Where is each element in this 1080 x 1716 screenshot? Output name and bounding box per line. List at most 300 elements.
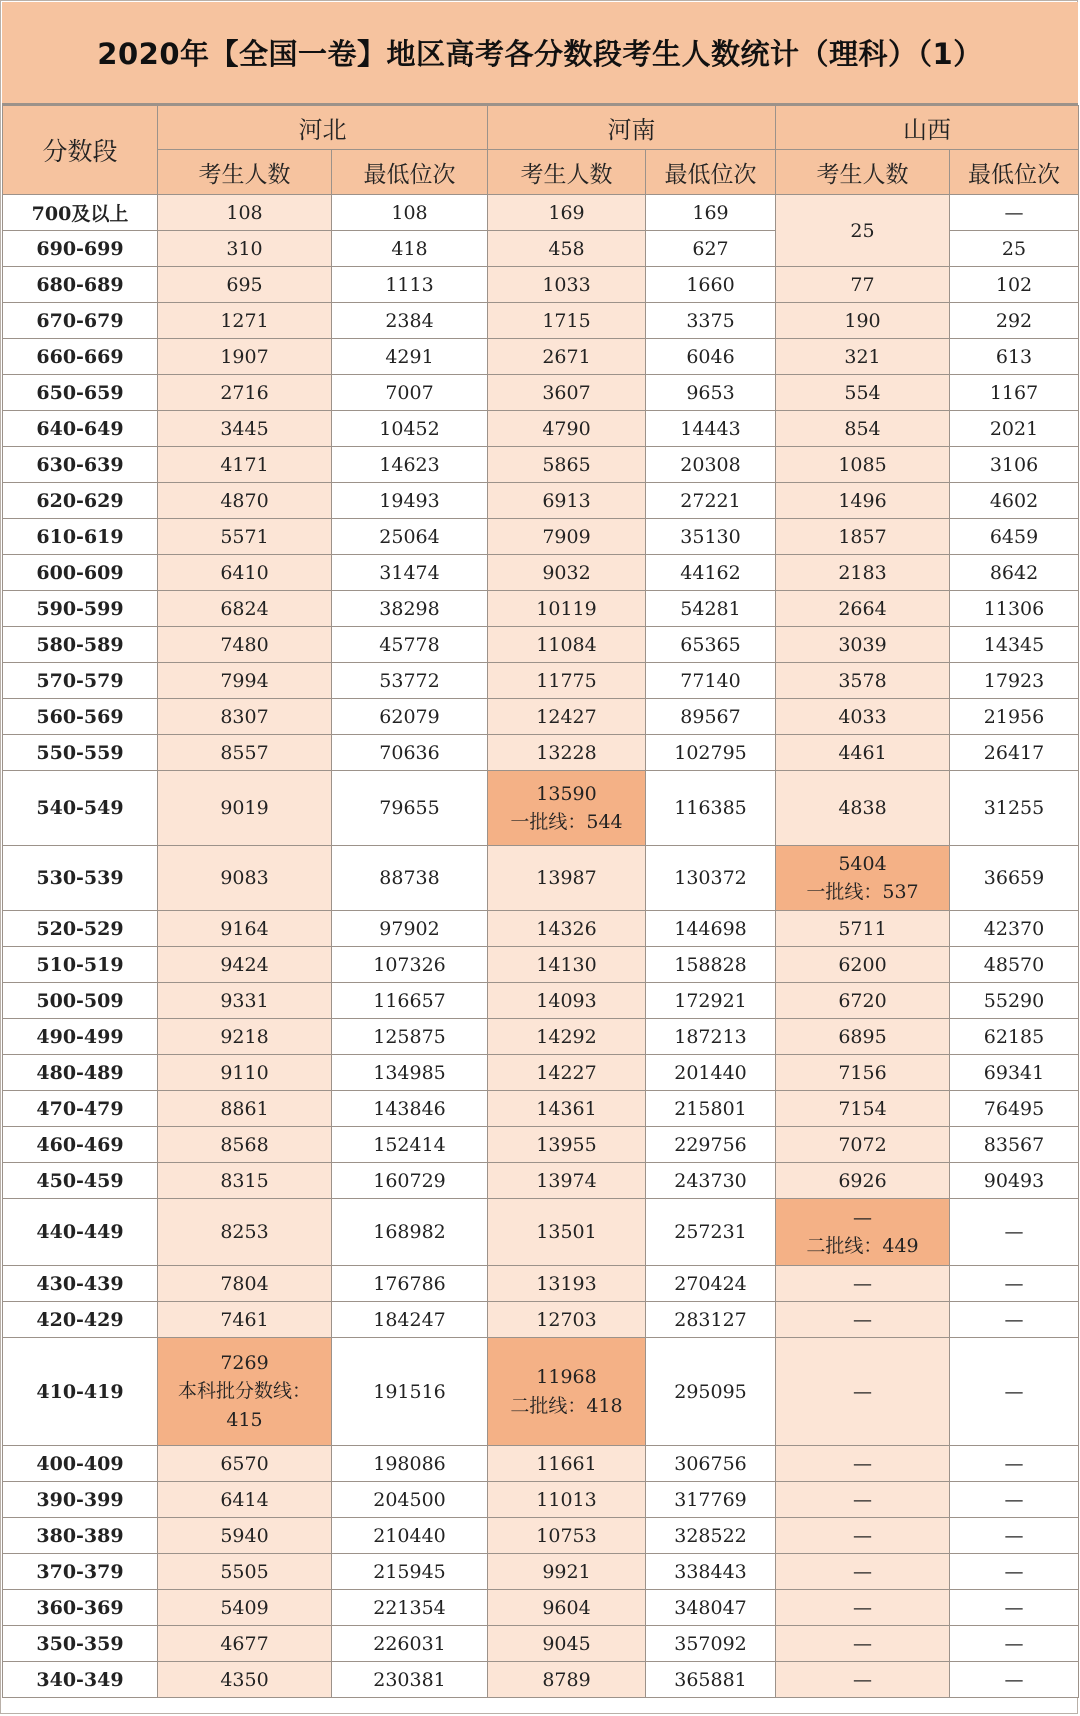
henan-rank-cell: 215801 <box>646 1091 776 1127</box>
shanxi-rank-cell: 90493 <box>950 1163 1079 1199</box>
table-row <box>3 339 1079 375</box>
hebei-rank-cell: 53772 <box>332 663 488 699</box>
henan-count-cell: 2671 <box>488 339 646 375</box>
henan-count-cell: 13193 <box>488 1266 646 1302</box>
table-row <box>3 911 1079 947</box>
score-range-cell: 390-399 <box>3 1482 158 1518</box>
hebei-count-cell: 7994 <box>158 663 332 699</box>
henan-count-cell: 9604 <box>488 1590 646 1626</box>
hebei-rank-cell: 184247 <box>332 1302 488 1338</box>
henan-count-cell: 14130 <box>488 947 646 983</box>
shanxi-rank-cell: 25 <box>950 231 1079 267</box>
table-row <box>3 1127 1079 1163</box>
score-range-cell: 470-479 <box>3 1091 158 1127</box>
shanxi-rank-cell: 11306 <box>950 591 1079 627</box>
hebei-count-cell: 4677 <box>158 1626 332 1662</box>
table-row <box>3 1266 1079 1302</box>
header-henan-count: 考生人数 <box>488 150 646 195</box>
shanxi-count-cell: 1857 <box>776 519 950 555</box>
score-range-cell: 640-649 <box>3 411 158 447</box>
henan-count-cell: 11013 <box>488 1482 646 1518</box>
score-range-cell: 620-629 <box>3 483 158 519</box>
score-range-cell: 670-679 <box>3 303 158 339</box>
table-row <box>3 1446 1079 1482</box>
shanxi-rank-cell: — <box>950 1199 1079 1266</box>
hebei-rank-cell: 70636 <box>332 735 488 771</box>
hebei-count-cell: 695 <box>158 267 332 303</box>
header-score-range: 分数段 <box>3 106 158 195</box>
henan-rank-cell: 1660 <box>646 267 776 303</box>
table-row <box>3 483 1079 519</box>
henan-count-cell: 13987 <box>488 846 646 911</box>
shanxi-rank-cell: 36659 <box>950 846 1079 911</box>
header-region-hebei: 河北 <box>158 106 488 150</box>
shanxi-rank-cell: 292 <box>950 303 1079 339</box>
table-row <box>3 1019 1079 1055</box>
header-region-henan: 河南 <box>488 106 776 150</box>
henan-count-cell <box>488 1338 646 1446</box>
shanxi-rank-cell: 42370 <box>950 911 1079 947</box>
hebei-count-cell: 6414 <box>158 1482 332 1518</box>
table-row <box>3 375 1079 411</box>
henan-rank-cell: 144698 <box>646 911 776 947</box>
hebei-rank-cell: 31474 <box>332 555 488 591</box>
score-range-cell: 520-529 <box>3 911 158 947</box>
hebei-rank-cell: 204500 <box>332 1482 488 1518</box>
score-range-cell: 400-409 <box>3 1446 158 1482</box>
shanxi-count-cell: 7156 <box>776 1055 950 1091</box>
henan-rank-cell: 172921 <box>646 983 776 1019</box>
shanxi-count-cell: 3039 <box>776 627 950 663</box>
henan-rank-cell: 65365 <box>646 627 776 663</box>
shanxi-rank-cell: — <box>950 1266 1079 1302</box>
hebei-count-cell: 8557 <box>158 735 332 771</box>
table-row <box>3 1199 1079 1266</box>
header-henan-rank: 最低位次 <box>646 150 776 195</box>
hebei-count-cell: 7480 <box>158 627 332 663</box>
henan-count-value: 13590 <box>536 782 597 805</box>
henan-rank-cell: 328522 <box>646 1518 776 1554</box>
shanxi-count-cell: 4033 <box>776 699 950 735</box>
hebei-count-cell: 9331 <box>158 983 332 1019</box>
shanxi-count-value: 5404 <box>838 852 887 875</box>
shanxi-count-cell: 4461 <box>776 735 950 771</box>
hebei-count-cell: 4171 <box>158 447 332 483</box>
shanxi-rank-cell: 62185 <box>950 1019 1079 1055</box>
shanxi-rank-cell: 55290 <box>950 983 1079 1019</box>
hebei-rank-cell: 134985 <box>332 1055 488 1091</box>
hebei-cutoff-label: 本科批分数线： <box>177 1380 311 1403</box>
shanxi-rank-cell: 613 <box>950 339 1079 375</box>
shanxi-rank-cell: 6459 <box>950 519 1079 555</box>
score-range-cell: 660-669 <box>3 339 158 375</box>
hebei-count-cell: 1907 <box>158 339 332 375</box>
table-row <box>3 846 1079 911</box>
shanxi-rank-cell: — <box>950 1518 1079 1554</box>
table-row <box>3 1626 1079 1662</box>
henan-rank-cell: 27221 <box>646 483 776 519</box>
henan-rank-cell: 357092 <box>646 1626 776 1662</box>
table-row <box>3 303 1079 339</box>
table-row <box>3 947 1079 983</box>
score-range-cell: 410-419 <box>3 1338 158 1446</box>
henan-count-value: 11968 <box>536 1366 597 1388</box>
table-row <box>3 555 1079 591</box>
shanxi-count-cell: 2664 <box>776 591 950 627</box>
shanxi-count-cell: 5711 <box>776 911 950 947</box>
score-range-cell: 630-639 <box>3 447 158 483</box>
henan-rank-cell: 187213 <box>646 1019 776 1055</box>
hebei-count-cell: 310 <box>158 231 332 267</box>
hebei-rank-cell: 88738 <box>332 846 488 911</box>
score-range-cell: 440-449 <box>3 1199 158 1266</box>
shanxi-count-cell <box>776 846 950 911</box>
shanxi-count-cell: — <box>776 1518 950 1554</box>
henan-count-cell: 1033 <box>488 267 646 303</box>
henan-rank-cell: 243730 <box>646 1163 776 1199</box>
score-distribution-table <box>2 105 1079 1698</box>
shanxi-count-cell: — <box>776 1626 950 1662</box>
henan-count-cell: 10753 <box>488 1518 646 1554</box>
header-region-shanxi: 山西 <box>776 106 1079 150</box>
henan-rank-cell: 3375 <box>646 303 776 339</box>
hebei-count-cell: 6570 <box>158 1446 332 1482</box>
henan-count-cell: 12427 <box>488 699 646 735</box>
hebei-rank-cell: 1113 <box>332 267 488 303</box>
shanxi-count-cell: 2183 <box>776 555 950 591</box>
shanxi-count-cell: 25 <box>776 195 950 267</box>
hebei-count-cell: 6824 <box>158 591 332 627</box>
hebei-rank-cell: 25064 <box>332 519 488 555</box>
shanxi-rank-cell: 31255 <box>950 771 1079 846</box>
henan-rank-cell: 229756 <box>646 1127 776 1163</box>
hebei-count-cell: 9424 <box>158 947 332 983</box>
table-row <box>3 1091 1079 1127</box>
henan-rank-cell: 6046 <box>646 339 776 375</box>
score-range-cell: 570-579 <box>3 663 158 699</box>
henan-rank-cell: 116385 <box>646 771 776 846</box>
shanxi-count-cell: 6720 <box>776 983 950 1019</box>
shanxi-rank-cell: — <box>950 1662 1079 1698</box>
shanxi-count-cell: — <box>776 1446 950 1482</box>
henan-rank-cell: 201440 <box>646 1055 776 1091</box>
hebei-rank-cell: 107326 <box>332 947 488 983</box>
hebei-count-cell: 5409 <box>158 1590 332 1626</box>
score-range-cell: 430-439 <box>3 1266 158 1302</box>
score-range-cell: 580-589 <box>3 627 158 663</box>
henan-count-cell <box>488 771 646 846</box>
score-range-cell: 610-619 <box>3 519 158 555</box>
table-row <box>3 771 1079 846</box>
score-range-cell: 540-549 <box>3 771 158 846</box>
table-row <box>3 1163 1079 1199</box>
henan-rank-cell: 169 <box>646 195 776 231</box>
hebei-count-cell: 108 <box>158 195 332 231</box>
hebei-count-cell: 6410 <box>158 555 332 591</box>
shanxi-rank-cell: 76495 <box>950 1091 1079 1127</box>
henan-count-cell: 9921 <box>488 1554 646 1590</box>
score-range-cell: 700及以上 <box>3 195 158 231</box>
table-row <box>3 663 1079 699</box>
hebei-cutoff-value: 415 <box>226 1408 263 1431</box>
shanxi-rank-cell: 26417 <box>950 735 1079 771</box>
hebei-rank-cell: 418 <box>332 231 488 267</box>
shanxi-count-value: — <box>853 1206 872 1229</box>
henan-count-cell: 11084 <box>488 627 646 663</box>
henan-count-cell: 4790 <box>488 411 646 447</box>
shanxi-count-cell: 6926 <box>776 1163 950 1199</box>
henan-rank-cell: 9653 <box>646 375 776 411</box>
henan-rank-cell: 130372 <box>646 846 776 911</box>
henan-count-cell: 458 <box>488 231 646 267</box>
hebei-count-cell: 4350 <box>158 1662 332 1698</box>
hebei-rank-cell: 152414 <box>332 1127 488 1163</box>
hebei-rank-cell: 125875 <box>332 1019 488 1055</box>
hebei-count-cell: 1271 <box>158 303 332 339</box>
shanxi-count-cell: — <box>776 1338 950 1446</box>
henan-rank-cell: 317769 <box>646 1482 776 1518</box>
shanxi-count-cell: 3578 <box>776 663 950 699</box>
hebei-count-cell <box>158 1338 332 1446</box>
henan-count-cell: 10119 <box>488 591 646 627</box>
score-range-cell: 360-369 <box>3 1590 158 1626</box>
score-range-cell: 550-559 <box>3 735 158 771</box>
shanxi-rank-cell: — <box>950 1554 1079 1590</box>
shanxi-cutoff-note: 一批线：537 <box>806 881 919 903</box>
hebei-count-cell: 9164 <box>158 911 332 947</box>
hebei-count-cell: 7461 <box>158 1302 332 1338</box>
score-range-cell: 350-359 <box>3 1626 158 1662</box>
score-range-cell: 650-659 <box>3 375 158 411</box>
table-row <box>3 267 1079 303</box>
hebei-rank-cell: 160729 <box>332 1163 488 1199</box>
hebei-count-cell: 9110 <box>158 1055 332 1091</box>
henan-count-cell: 1715 <box>488 303 646 339</box>
henan-rank-cell: 338443 <box>646 1554 776 1590</box>
hebei-rank-cell: 19493 <box>332 483 488 519</box>
score-range-cell: 420-429 <box>3 1302 158 1338</box>
henan-count-cell: 3607 <box>488 375 646 411</box>
henan-count-cell: 8789 <box>488 1662 646 1698</box>
henan-count-cell: 14227 <box>488 1055 646 1091</box>
shanxi-count-cell: 1496 <box>776 483 950 519</box>
henan-rank-cell: 257231 <box>646 1199 776 1266</box>
shanxi-count-cell: 854 <box>776 411 950 447</box>
henan-rank-cell: 54281 <box>646 591 776 627</box>
score-range-cell: 600-609 <box>3 555 158 591</box>
score-range-cell: 590-599 <box>3 591 158 627</box>
hebei-rank-cell: 230381 <box>332 1662 488 1698</box>
table-row <box>3 519 1079 555</box>
header-shanxi-count: 考生人数 <box>776 150 950 195</box>
score-range-cell: 680-689 <box>3 267 158 303</box>
hebei-rank-cell: 221354 <box>332 1590 488 1626</box>
henan-count-cell: 13501 <box>488 1199 646 1266</box>
score-range-cell: 530-539 <box>3 846 158 911</box>
henan-rank-cell: 89567 <box>646 699 776 735</box>
henan-rank-cell: 365881 <box>646 1662 776 1698</box>
shanxi-rank-cell: — <box>950 1590 1079 1626</box>
hebei-rank-cell: 198086 <box>332 1446 488 1482</box>
hebei-rank-cell: 176786 <box>332 1266 488 1302</box>
hebei-count-cell: 8861 <box>158 1091 332 1127</box>
henan-rank-cell: 102795 <box>646 735 776 771</box>
shanxi-count-cell: 190 <box>776 303 950 339</box>
shanxi-rank-cell: 69341 <box>950 1055 1079 1091</box>
shanxi-rank-cell: — <box>950 1626 1079 1662</box>
hebei-rank-cell: 38298 <box>332 591 488 627</box>
henan-count-cell: 14093 <box>488 983 646 1019</box>
hebei-rank-cell: 62079 <box>332 699 488 735</box>
henan-rank-cell: 14443 <box>646 411 776 447</box>
table-row <box>3 411 1079 447</box>
table-row <box>3 1338 1079 1446</box>
shanxi-rank-cell: 8642 <box>950 555 1079 591</box>
table-row <box>3 591 1079 627</box>
table-title: 2020年【全国一卷】地区高考各分数段考生人数统计（理科）（1） <box>2 2 1078 105</box>
henan-rank-cell: 306756 <box>646 1446 776 1482</box>
shanxi-rank-cell: 21956 <box>950 699 1079 735</box>
hebei-count-cell: 9218 <box>158 1019 332 1055</box>
score-range-cell: 340-349 <box>3 1662 158 1698</box>
shanxi-count-cell <box>776 1199 950 1266</box>
table-row <box>3 627 1079 663</box>
table-row <box>3 735 1079 771</box>
score-range-cell: 510-519 <box>3 947 158 983</box>
shanxi-count-cell: 554 <box>776 375 950 411</box>
hebei-count-cell: 5505 <box>158 1554 332 1590</box>
hebei-rank-cell: 143846 <box>332 1091 488 1127</box>
henan-count-cell: 6913 <box>488 483 646 519</box>
score-range-cell: 480-489 <box>3 1055 158 1091</box>
hebei-count-cell: 2716 <box>158 375 332 411</box>
shanxi-rank-cell: 4602 <box>950 483 1079 519</box>
header-shanxi-rank: 最低位次 <box>950 150 1079 195</box>
shanxi-rank-cell: 83567 <box>950 1127 1079 1163</box>
hebei-count-cell: 8568 <box>158 1127 332 1163</box>
hebei-rank-cell: 226031 <box>332 1626 488 1662</box>
henan-count-cell: 11661 <box>488 1446 646 1482</box>
hebei-count-cell: 5571 <box>158 519 332 555</box>
shanxi-count-cell: — <box>776 1590 950 1626</box>
hebei-count-cell: 3445 <box>158 411 332 447</box>
shanxi-rank-cell: 48570 <box>950 947 1079 983</box>
shanxi-count-cell: — <box>776 1482 950 1518</box>
henan-rank-cell: 44162 <box>646 555 776 591</box>
henan-rank-cell: 77140 <box>646 663 776 699</box>
hebei-count-cell: 9019 <box>158 771 332 846</box>
henan-count-cell: 13974 <box>488 1163 646 1199</box>
table-row <box>3 1518 1079 1554</box>
henan-count-cell: 9045 <box>488 1626 646 1662</box>
table-row <box>3 1662 1079 1698</box>
table-row <box>3 195 1079 231</box>
shanxi-count-cell: — <box>776 1554 950 1590</box>
shanxi-count-cell: — <box>776 1266 950 1302</box>
shanxi-rank-cell: 2021 <box>950 411 1079 447</box>
shanxi-count-cell: — <box>776 1302 950 1338</box>
henan-count-cell: 12703 <box>488 1302 646 1338</box>
score-range-cell: 500-509 <box>3 983 158 1019</box>
hebei-rank-cell: 10452 <box>332 411 488 447</box>
score-range-cell: 690-699 <box>3 231 158 267</box>
shanxi-rank-cell: 1167 <box>950 375 1079 411</box>
score-range-cell: 380-389 <box>3 1518 158 1554</box>
henan-rank-cell: 295095 <box>646 1338 776 1446</box>
hebei-rank-cell: 45778 <box>332 627 488 663</box>
score-range-cell: 560-569 <box>3 699 158 735</box>
header-hebei-rank: 最低位次 <box>332 150 488 195</box>
hebei-rank-cell: 14623 <box>332 447 488 483</box>
hebei-count-cell: 8307 <box>158 699 332 735</box>
shanxi-count-cell: 7072 <box>776 1127 950 1163</box>
table-row <box>3 699 1079 735</box>
shanxi-count-cell: 6895 <box>776 1019 950 1055</box>
table-row <box>3 447 1079 483</box>
table-row <box>3 1590 1079 1626</box>
henan-count-cell: 14361 <box>488 1091 646 1127</box>
shanxi-rank-cell: — <box>950 195 1079 231</box>
shanxi-rank-cell: — <box>950 1446 1079 1482</box>
shanxi-rank-cell: 3106 <box>950 447 1079 483</box>
hebei-count-value: 7269 <box>220 1351 269 1374</box>
hebei-count-cell: 5940 <box>158 1518 332 1554</box>
hebei-rank-cell: 97902 <box>332 911 488 947</box>
table-row <box>3 983 1079 1019</box>
hebei-count-cell: 4870 <box>158 483 332 519</box>
score-range-cell: 490-499 <box>3 1019 158 1055</box>
henan-count-cell: 169 <box>488 195 646 231</box>
hebei-rank-cell: 2384 <box>332 303 488 339</box>
henan-count-cell: 13228 <box>488 735 646 771</box>
henan-count-cell: 9032 <box>488 555 646 591</box>
shanxi-rank-cell: 102 <box>950 267 1079 303</box>
hebei-count-cell: 8315 <box>158 1163 332 1199</box>
shanxi-count-cell: 7154 <box>776 1091 950 1127</box>
shanxi-rank-cell: — <box>950 1338 1079 1446</box>
shanxi-count-cell: — <box>776 1662 950 1698</box>
table-row <box>3 1302 1079 1338</box>
henan-rank-cell: 627 <box>646 231 776 267</box>
shanxi-rank-cell: 14345 <box>950 627 1079 663</box>
shanxi-cutoff-note: 二批线：449 <box>806 1235 919 1257</box>
hebei-rank-cell: 7007 <box>332 375 488 411</box>
shanxi-rank-cell: — <box>950 1482 1079 1518</box>
henan-count-cell: 14326 <box>488 911 646 947</box>
henan-cutoff-note: 一批线：544 <box>510 811 623 833</box>
hebei-rank-cell: 168982 <box>332 1199 488 1266</box>
henan-count-cell: 13955 <box>488 1127 646 1163</box>
henan-rank-cell: 348047 <box>646 1590 776 1626</box>
table-row <box>3 1055 1079 1091</box>
henan-count-cell: 7909 <box>488 519 646 555</box>
henan-count-cell: 11775 <box>488 663 646 699</box>
henan-rank-cell: 158828 <box>646 947 776 983</box>
shanxi-count-cell: 6200 <box>776 947 950 983</box>
hebei-rank-cell: 108 <box>332 195 488 231</box>
shanxi-count-cell: 1085 <box>776 447 950 483</box>
hebei-rank-cell: 210440 <box>332 1518 488 1554</box>
henan-rank-cell: 283127 <box>646 1302 776 1338</box>
hebei-rank-cell: 215945 <box>332 1554 488 1590</box>
hebei-count-cell: 9083 <box>158 846 332 911</box>
score-range-cell: 370-379 <box>3 1554 158 1590</box>
shanxi-count-cell: 4838 <box>776 771 950 846</box>
shanxi-rank-cell: 17923 <box>950 663 1079 699</box>
henan-count-cell: 5865 <box>488 447 646 483</box>
henan-cutoff-note: 二批线：418 <box>510 1394 623 1417</box>
score-range-cell: 460-469 <box>3 1127 158 1163</box>
